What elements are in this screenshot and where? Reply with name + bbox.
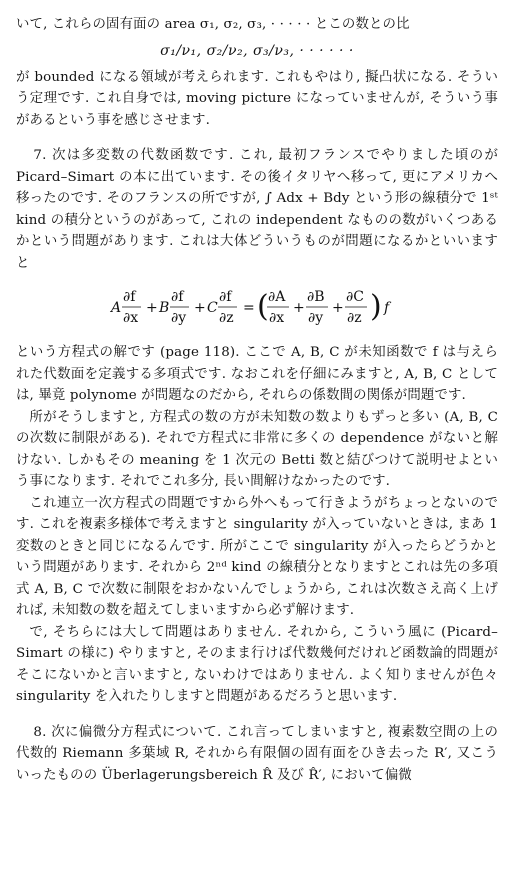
section-gap [16,131,498,145]
paragraph-singularity: これ連立一次方程式の問題ですから外へもって行きようがちょっとないのです. これを複素多様体で考えますと singularity が入っていないときは, まあ 1 変数のときと同じになるんです. 所がここで singularity が入ったらどうかという問題があります. それから 2ⁿᵈ kind の線積分となりますとこれは先の多項式 A, B, C で次数に制限をおかないんでしょうから, これは次数さえ高く上げれば, 未知数の数を超えてしまいますから必ず解けます. [16,495,498,618]
eq-num-db: ∂B [307,289,325,305]
eq-den-dx-2: ∂x [269,310,285,326]
eq-den-dx: ∂x [123,310,139,326]
eq-coef-b: B [159,300,170,316]
paragraph-continuation: いて, これらの固有面の area σ₁, σ₂, σ₃, · · · · · とこの数との比 [16,17,410,32]
eq-plus-3: + [293,300,305,316]
eq-coef-a: A [111,300,122,316]
paragraph-equation-solution: という方程式の解です (page 118). ここで A, B, C が未知函数で f は与えられた代数面を定義する多項式です. なおこれを仔細にみますと, A, B, C としては, 畢竟 polynome が問題なのだから, それらの係数間の関係が問題です. [16,345,499,403]
eq-num-df-3: ∂f [219,289,232,305]
eq-plus-4: + [332,300,344,316]
eq-num-dc: ∂C [346,289,364,305]
paragraph-dependence: 所がそうしますと, 方程式の数の方が未知数の数よりもずっと多い (A, B, C の次数に制限がある). それで方程式に非常に多くの dependence がないと解けない. しかもその meaning を 1 次元の Betti 数と結びつけて説明せよという事になります. それでこれ多分, 長い間解けなかったのです. [16,409,498,489]
section-7-paragraph: 7. 次は多変数の代数函数です. これ, 最初フランスでやりました頃のが Picard–Simart の本に出ています. その後イタリヤへ移って, 更にアメリカへ移ったのです. そのフランスの所ですが, ∫ Adx + Bdy という形の線積分で 1ˢᵗ kind の積分というのがあって, これの independent なものの数がいくつあるかという問題があります. これは大体どういうものが問題になるかといいますと [16,148,498,271]
eq-f: f [384,300,390,316]
eq-left-paren: ( [257,289,269,324]
eq-coef-c: C [207,300,218,316]
eq-equals: = [243,300,255,316]
eq-plus-2: + [194,300,206,316]
pde-equation [16,282,498,332]
paragraph-function-theory: で, そちらには大して問題はありません. それから, こういう風に (Picard–Simart の様に) やりますと, そのまま行けば代数幾何だけれど函数論的問題がそこにないかと言いますと, ないわけではありません. よく知りませんが色々 singularity を入れたりしますと問題があるだろうと思います. [16,624,498,704]
section-gap-2 [16,708,498,722]
section-8-paragraph: 8. 次に偏微分方程式について. これ言ってしまいますと, 複素数空間の上の代数的 Riemann 多葉域 R, それから有限個の固有面をひき去った R′, 又こういったものの Überlagerungsbereich R̂ 及び R̂′, において偏微 [16,724,498,783]
eq-den-dz: ∂z [219,310,234,326]
eq-den-dy-2: ∂y [308,310,324,326]
eq-num-da: ∂A [268,289,286,305]
eq-plus-1: + [146,300,158,316]
eq-den-dy: ∂y [171,310,187,326]
paragraph-bounded-domain: が bounded になる領域が考えられます. これもやはり, 擬凸状になる. そういう定理です. これ自身では, moving picture になっていませんが, そういう事があるという事を感じさせます. [16,69,498,128]
eq-right-paren: ) [370,289,382,324]
eq-num-df-2: ∂f [171,289,184,305]
eq-num-df-1: ∂f [123,289,136,305]
ratio-expression: σ₁/ν₁, σ₂/ν₂, σ₃/ν₃, · · · · · · [160,42,354,59]
eq-den-dz-2: ∂z [347,310,362,326]
